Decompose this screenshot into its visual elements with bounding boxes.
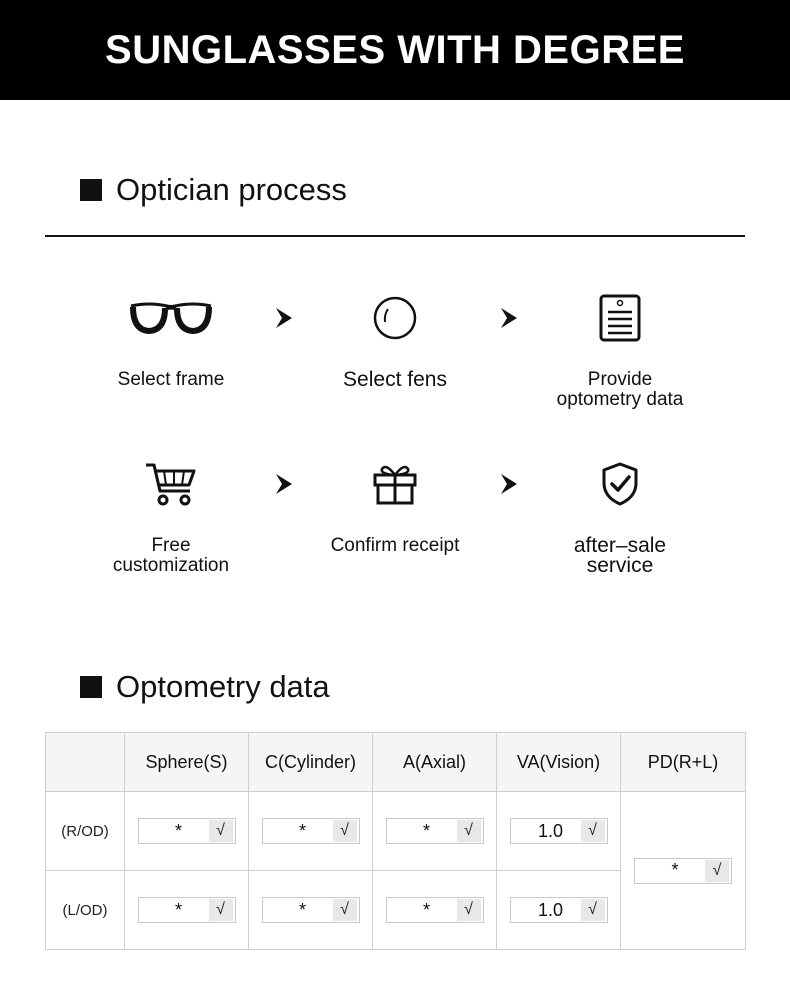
shield-check-icon — [520, 454, 720, 514]
check-icon: √ — [333, 820, 357, 842]
cart-icon — [71, 454, 271, 514]
header-sphere: Sphere(S) — [125, 733, 249, 792]
step-label — [71, 536, 271, 576]
cylinder-cell — [249, 871, 373, 950]
check-icon: √ — [209, 820, 233, 842]
input-value: * — [298, 820, 306, 841]
table-row — [46, 792, 746, 871]
step-select-frame — [71, 288, 271, 390]
input-value: * — [671, 860, 679, 880]
vision-input[interactable] — [510, 897, 608, 923]
step-label-line: Free — [151, 535, 191, 556]
glasses-icon — [71, 288, 271, 348]
chevron-right-icon — [272, 306, 296, 330]
step-label: Select fens — [343, 368, 447, 391]
chevron-right-icon — [272, 472, 296, 496]
chevron-right-icon — [497, 472, 521, 496]
step-label: Confirm receipt — [330, 535, 460, 556]
optometry-table — [45, 732, 746, 950]
process-section-heading — [80, 172, 347, 208]
check-icon: √ — [457, 820, 481, 842]
step-free-customization — [71, 454, 271, 576]
input-value: * — [422, 899, 430, 920]
axial-input[interactable] — [386, 897, 484, 923]
check-icon: √ — [209, 899, 233, 921]
step-provide-data — [520, 288, 720, 410]
row-label: (R/OD) — [46, 792, 125, 871]
step-confirm-receipt — [295, 454, 495, 556]
square-bullet-icon — [80, 179, 102, 201]
axial-input[interactable] — [386, 818, 484, 844]
input-value: 1.0 — [537, 820, 564, 841]
document-icon — [520, 288, 720, 348]
step-label — [520, 370, 720, 410]
axial-cell — [373, 871, 497, 950]
sphere-cell — [125, 792, 249, 871]
input-value: * — [174, 899, 182, 920]
check-icon: √ — [333, 899, 357, 921]
header-cell — [46, 733, 125, 792]
step-label-line: service — [586, 554, 654, 577]
step-after-sale — [520, 454, 720, 576]
vision-cell — [497, 871, 621, 950]
optometry-section-heading — [80, 669, 330, 705]
header-axial: A(Axial) — [373, 733, 497, 792]
check-icon: √ — [705, 860, 729, 882]
pd-cell — [621, 792, 746, 950]
cylinder-input[interactable] — [262, 897, 360, 923]
row-label: (L/OD) — [46, 871, 125, 950]
step-select-lens — [295, 288, 495, 390]
check-icon: √ — [457, 899, 481, 921]
sphere-cell — [125, 871, 249, 950]
step-label-line: after–sale — [573, 534, 667, 557]
lens-icon — [295, 288, 495, 348]
cylinder-input[interactable] — [262, 818, 360, 844]
step-label-line: optometry data — [556, 389, 684, 410]
step-label-line: Provide — [587, 369, 653, 390]
input-value: * — [298, 899, 306, 920]
cylinder-cell — [249, 792, 373, 871]
table-header-row — [46, 733, 746, 792]
section-divider — [45, 235, 745, 237]
vision-cell — [497, 792, 621, 871]
page-title: SUNGLASSES WITH DEGREE — [105, 27, 685, 72]
step-label — [520, 536, 720, 576]
header-banner — [0, 0, 790, 100]
square-bullet-icon — [80, 676, 102, 698]
input-value: * — [174, 820, 182, 841]
process-section-title: Optician process — [116, 172, 347, 207]
axial-cell — [373, 792, 497, 871]
step-label: Select frame — [117, 369, 225, 390]
check-icon: √ — [581, 820, 605, 842]
optometry-section-title: Optometry data — [116, 669, 330, 704]
step-label-line: customization — [112, 555, 230, 576]
header-cylinder: C(Cylinder) — [249, 733, 373, 792]
pd-input[interactable] — [634, 858, 732, 884]
header-vision: VA(Vision) — [497, 733, 621, 792]
chevron-right-icon — [497, 306, 521, 330]
sphere-input[interactable] — [138, 818, 236, 844]
vision-input[interactable] — [510, 818, 608, 844]
input-value: * — [422, 820, 430, 841]
input-value: 1.0 — [537, 899, 564, 920]
sphere-input[interactable] — [138, 897, 236, 923]
check-icon: √ — [581, 899, 605, 921]
header-pd: PD(R+L) — [621, 733, 746, 792]
gift-icon — [295, 454, 495, 514]
